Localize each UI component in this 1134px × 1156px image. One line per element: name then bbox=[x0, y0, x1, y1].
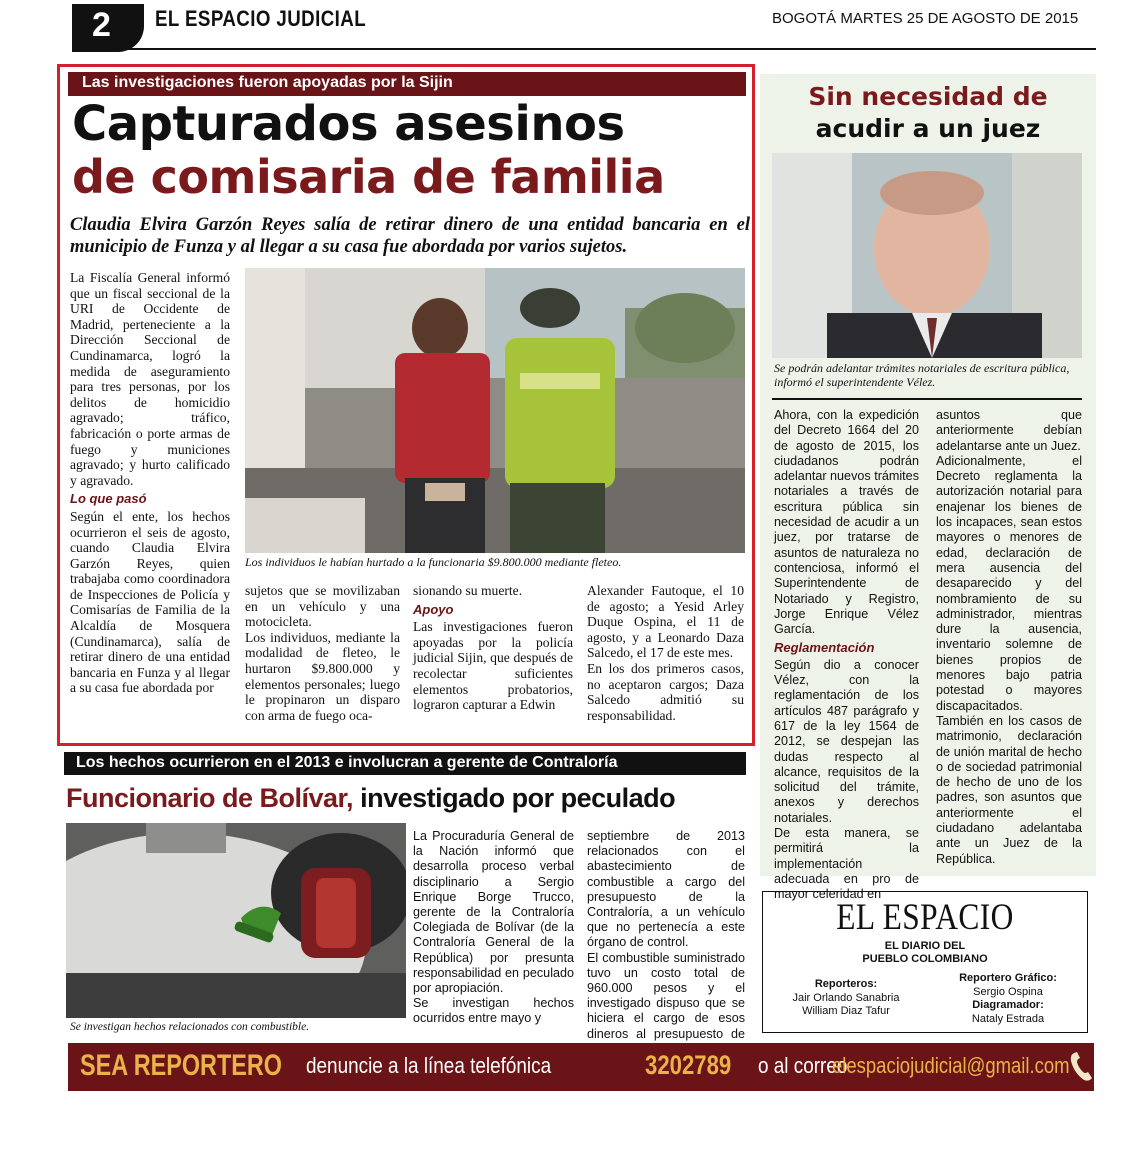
second-article-photo bbox=[66, 823, 406, 1018]
sidebar-photo-caption: Se podrán adelantar trámites notariales de escritura pública, informó el superintendente Vélez. bbox=[774, 361, 1070, 389]
main-article-col3-body-b: Las investigaciones fueron apoyadas por la policía judicial Sijin, que después de recolectar suficientes elementos probatorios, lograron capturar a Edwin bbox=[413, 619, 573, 713]
reporter-1: Jair Orlando Sanabria bbox=[792, 991, 900, 1004]
banner-label: SEA REPORTERO bbox=[80, 1049, 282, 1082]
main-article-column-3 bbox=[413, 583, 573, 713]
second-article-kicker: Los hechos ocurrieron en el 2013 e involucran a gerente de Contraloría bbox=[64, 752, 746, 775]
section-title: EL ESPACIO JUDICIAL bbox=[155, 6, 367, 31]
header-divider bbox=[72, 48, 1096, 50]
banner-phone: 3202789 bbox=[645, 1050, 732, 1080]
main-article-photo bbox=[245, 268, 745, 553]
masthead-box bbox=[762, 891, 1088, 1033]
sidebar-divider bbox=[772, 398, 1082, 400]
sidebar-headline-line2: acudir a un juez bbox=[815, 114, 1041, 143]
main-article-col1-body: Según el ente, los hechos ocurrieron el seis de agosto, cuando Claudia Elvira Garzón Reyes, quien trabajaba como coordinadora de Inspecciones de Policía y Comisarías de Familia de la Alcaldía de Mosquera (Cundinamarca), salía de retirar dinero de una entidad bancaria en Funza y al llegar a su casa fue abordada por bbox=[70, 508, 230, 696]
photo-reporter-label: Reportero Gráfico: bbox=[959, 972, 1057, 984]
sidebar-column-1 bbox=[774, 408, 919, 903]
reporter-banner bbox=[68, 1043, 1094, 1091]
main-article-headline-line2: de comisaria de familia bbox=[72, 150, 665, 204]
second-article-headline bbox=[66, 783, 675, 814]
main-article-lead: Claudia Elvira Garzón Reyes salía de retirar dinero de una entidad bancaria en el municipio de Funza y al llegar a su casa fue abordada por varios sujetos. bbox=[70, 215, 750, 257]
sidebar-col2-body-c: También en los casos de matrimonio, declaración de unión marital de hecho o de sociedad patrimonial de hecho de uno de los padres, son asuntos que anteriormente el ciudadano adelantaba ante un Juez de la República. bbox=[936, 713, 1082, 866]
page-number: 2 bbox=[92, 6, 111, 44]
arrest-photo-illustration bbox=[245, 268, 745, 553]
sidebar-col1-body: Ahora, con la expedición del Decreto 1664 del 20 de agosto de 2015, los ciudadanos podrán adelantar nuevos trámites notariales a través de escritura pública sin necesidad de acudir a un juez, por tratarse de asuntos de naturaleza no contenciosa, informó el Superintendente de Notariado y Registro, Jorge Enrique Vélez García. bbox=[774, 408, 919, 637]
main-article-col4-body-b: En los dos primeros casos, no aceptaron cargos; Daza Salcedo admitió su responsabilidad. bbox=[587, 660, 744, 723]
main-article-col3-body-a: sionando su muerte. bbox=[413, 583, 523, 598]
sidebar-col2-body-a: asuntos que anteriormente debían adelantarse ante un Juez. bbox=[936, 408, 1082, 453]
second-article-col2-body-a: septiembre de 2013 relacionados con el abastecimiento de combustible a cargo del presupuesto de la Contraloría, a un vehículo que no pertenecía a este órgano de control. bbox=[587, 829, 745, 950]
banner-text-1: denuncie a la línea telefónica bbox=[306, 1053, 552, 1078]
fuel-pump-car-illustration bbox=[66, 823, 406, 1018]
masthead-reporters bbox=[771, 978, 921, 1019]
subhead-lo-que-paso: Lo que pasó bbox=[70, 491, 147, 507]
page-number-badge bbox=[72, 4, 144, 52]
photo-reporter: Sergio Ospina bbox=[973, 985, 1043, 998]
subhead-reglamentacion: Reglamentación bbox=[774, 640, 875, 656]
second-article-photo-caption: Se investigan hechos relacionados con combustible. bbox=[70, 1021, 310, 1033]
reporters-label: Reporteros: bbox=[814, 978, 878, 990]
superintendent-portrait-illustration bbox=[772, 153, 1082, 358]
second-article-col1-body-b: Se investigan hechos ocurridos entre mayo y bbox=[413, 996, 574, 1026]
reporter-2: William Diaz Tafur bbox=[802, 1005, 890, 1017]
masthead-title: EL ESPACIO bbox=[836, 897, 1014, 938]
sidebar-column-2 bbox=[936, 408, 1082, 867]
second-article-col1-body-a: La Procuraduría General de la Nación informó que desarrolla proceso verbal disciplinario a Sergio Enrique Borge Trucco, gerente de la Contraloría Colegiada de Bolívar (de la Contraloría General de la República) por presunta responsabilidad en peculado por apropiación. bbox=[413, 829, 574, 996]
issue-date: BOGOTÁ MARTES 25 DE AGOSTO DE 2015 bbox=[772, 10, 1079, 27]
masthead-subtitle-line1: EL DIARIO DEL bbox=[884, 940, 966, 952]
main-article-kicker: Las investigaciones fueron apoyadas por la Sijin bbox=[68, 72, 746, 96]
second-article-column-2 bbox=[587, 829, 745, 1057]
main-article-photo-caption: Los individuos le habían hurtado a la funcionaria $9.800.000 mediante fleteo. bbox=[245, 555, 622, 569]
designer: Nataly Estrada bbox=[971, 1012, 1045, 1025]
designer-label: Diagramador: bbox=[972, 999, 1044, 1011]
main-article-col2-body-b: Los individuos, mediante la modalidad de fleteo, le hurtaron $9.800.000 y elementos personales; luego le propinaron un disparo con arma de fuego oca- bbox=[245, 629, 400, 723]
main-article-column-1 bbox=[70, 270, 230, 696]
subhead-apoyo: Apoyo bbox=[413, 601, 454, 617]
sidebar-col2-body-b: Adicionalmente, el Decreto reglamenta la autorización notarial para enajenar los bienes de los incapaces, sean estos mayores o menores de edad, declaración de mera ausencia del desaparecido y del nombramiento de su administrador, mientras dure la ausencia, inventario solemne de bienes propios de menores bajo patria potestad o mayores discapacitados. bbox=[936, 453, 1082, 713]
main-article-col1-intro: La Fiscalía General informó que un fiscal seccional de la URI de Occidente de Madrid, perteneciente a la Dirección Seccional de Cundinamarca, logró la medida de aseguramiento para tres personas, por los delitos de homicidio agravado; tráfico, fabricación o porte armas de fuego y municiones agravado; y hurto calificado y agravado. bbox=[70, 270, 230, 488]
second-article-column-1 bbox=[413, 829, 574, 1027]
banner-text-2: o al correo bbox=[758, 1053, 848, 1078]
main-article-column-4 bbox=[587, 583, 744, 723]
main-article-column-2 bbox=[245, 583, 400, 723]
phone-icon bbox=[1068, 1051, 1094, 1083]
banner-email: elespaciojudicial@gmail.com bbox=[832, 1053, 1070, 1078]
main-article-col4-body-a: Alexander Fautoque, el 10 de agosto; a Yesid Arley Duque Ospina, el 11 de agosto, y a Leonardo Daza Salcedo, el 17 de este mes. bbox=[587, 583, 744, 661]
second-article-headline-black: investigado por peculado bbox=[360, 783, 676, 813]
main-article-col2-body-a: sujetos que se movilizaban en un vehículo y una motocicleta. bbox=[245, 583, 400, 630]
sidebar-headline-line1: Sin necesidad de bbox=[808, 82, 1048, 111]
sidebar-col1-body-b: Según dio a conocer Vélez, con la reglamentación de los artículos 487 parágrafo y 617 de la ley 1564 de 2012, se despejan las dudas respecto al alcance, requisitos de la solicitud del trámite, anexos y derechos notariales. bbox=[774, 657, 919, 825]
sidebar-col1-body-c: De esta manera, se permitirá la implementación adecuada en pro de mayor celeridad en bbox=[774, 826, 919, 902]
masthead-photo-staff bbox=[933, 972, 1083, 1026]
masthead-subtitle bbox=[763, 940, 1087, 966]
main-article-headline-line1: Capturados asesinos bbox=[72, 96, 625, 152]
sidebar-photo bbox=[772, 153, 1082, 358]
masthead-subtitle-line2: PUEBLO COLOMBIANO bbox=[862, 953, 988, 965]
second-article-headline-red: Funcionario de Bolívar, bbox=[66, 783, 354, 813]
second-article-col2-body-b: El combustible suministrado tuvo un costo total de 960.000 pesos y el investigado dispuso que se hiciera el cargo de esos dineros al presupuesto de bbox=[587, 950, 745, 1041]
